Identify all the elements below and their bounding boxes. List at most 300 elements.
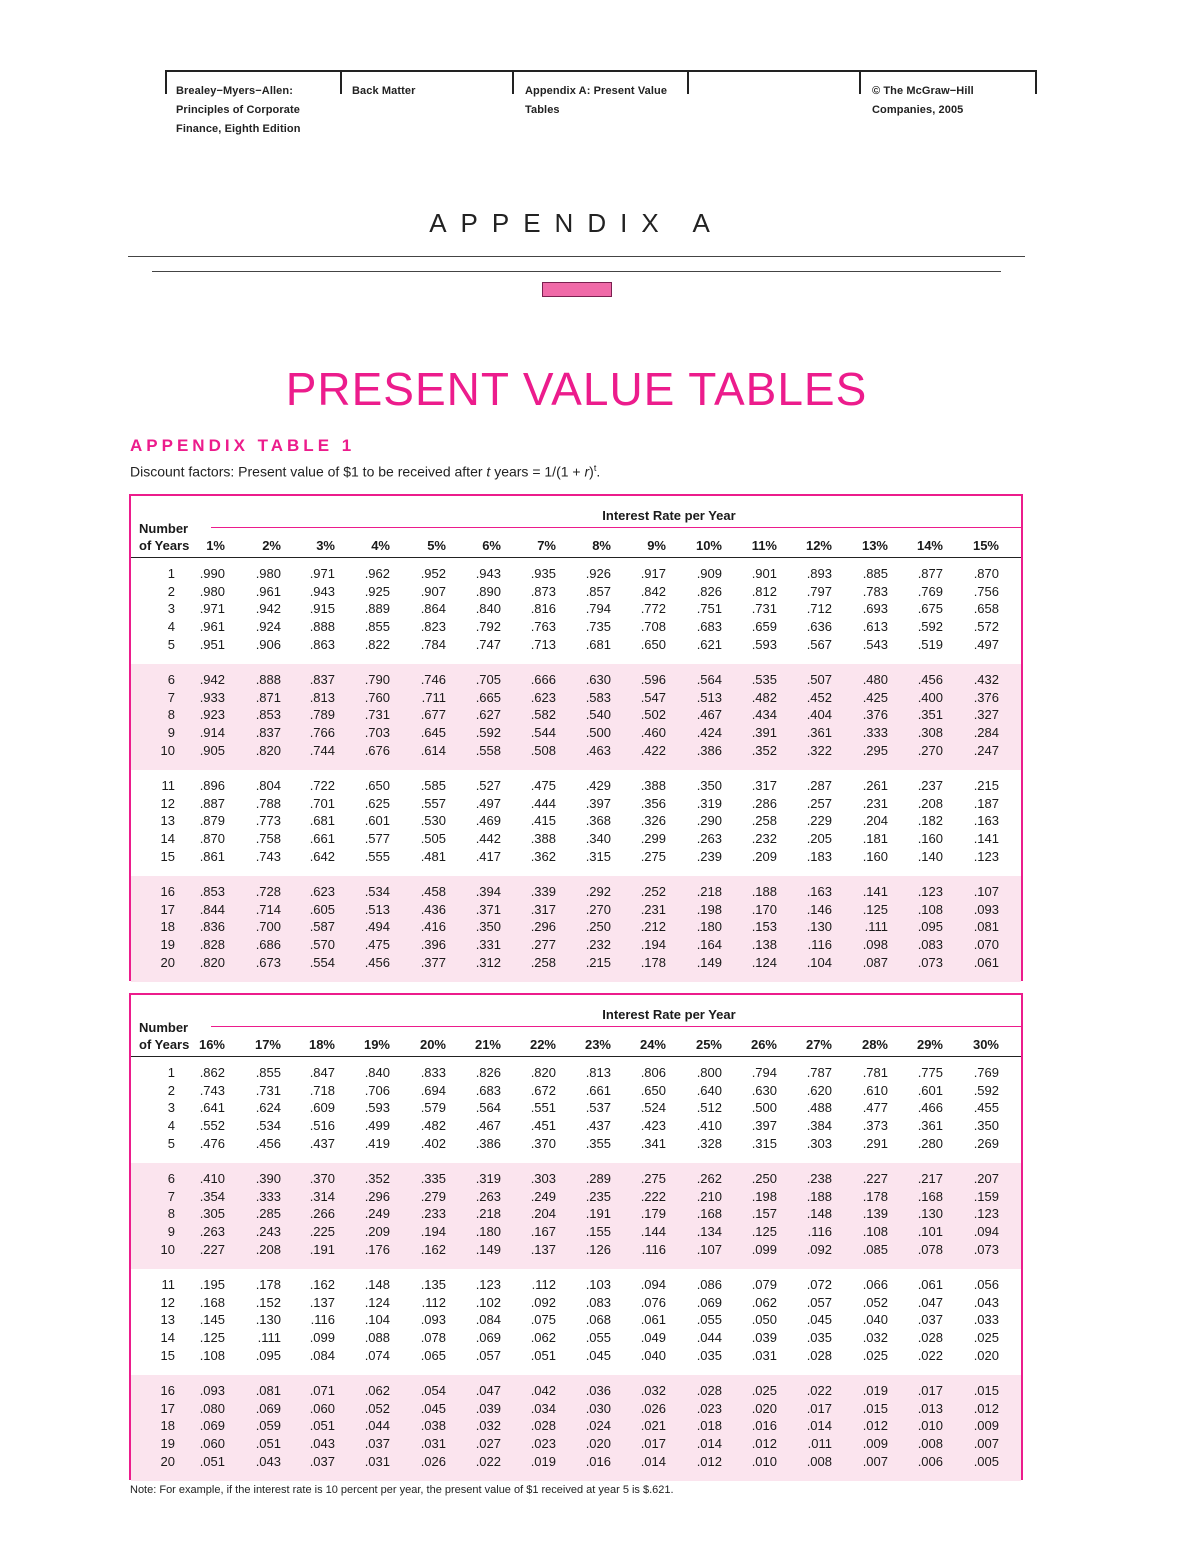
factor-cell: .806 [640, 1065, 666, 1080]
factor-cell: .205 [806, 831, 832, 847]
factor-cell: .263 [199, 1224, 225, 1240]
factor-cell: .377 [420, 954, 446, 970]
factor-cell: .877 [917, 566, 943, 581]
factor-cell: .552 [199, 1118, 225, 1134]
factor-cell: .640 [696, 1082, 722, 1098]
header-section: Back Matter [352, 85, 416, 97]
rate-column-header: 30% [972, 1037, 999, 1052]
factor-cell: .415 [530, 813, 556, 829]
factor-cell: .028 [917, 1330, 943, 1346]
factor-cell: .016 [751, 1418, 777, 1434]
factor-cell: .794 [585, 601, 611, 617]
factor-cell: .130 [917, 1206, 943, 1222]
factor-cell: .061 [917, 1277, 943, 1292]
factor-cell: .148 [364, 1277, 390, 1292]
factor-cell: .666 [530, 672, 556, 687]
factor-cell: .610 [862, 1082, 888, 1098]
factor-cell: .712 [806, 601, 832, 617]
factor-cell: .350 [475, 919, 501, 935]
factor-cell: .980 [199, 583, 225, 599]
factor-cell: .350 [973, 1118, 999, 1134]
factor-cell: .018 [696, 1418, 722, 1434]
factor-cell: .642 [309, 848, 335, 864]
factor-cell: .168 [917, 1188, 943, 1204]
factor-cell: .677 [420, 707, 446, 723]
present-value-table-1 [129, 494, 1023, 981]
year-cell: 13 [160, 813, 175, 829]
year-cell: 17 [160, 1400, 175, 1416]
factor-cell: .095 [917, 919, 943, 935]
factor-cell: .014 [696, 1436, 722, 1452]
factor-cell: .888 [309, 619, 335, 635]
factor-cell: .758 [255, 831, 281, 847]
factor-cell: .952 [420, 566, 446, 581]
factor-cell: .658 [973, 601, 999, 617]
factor-cell: .766 [309, 725, 335, 741]
year-cell: 13 [160, 1312, 175, 1328]
factor-cell: .812 [751, 583, 777, 599]
factor-cell: .123 [973, 1206, 999, 1222]
factor-cell: .052 [364, 1400, 390, 1416]
factor-cell: .252 [640, 884, 666, 899]
factor-cell: .833 [420, 1065, 446, 1080]
factor-cell: .317 [751, 778, 777, 793]
factor-cell: .456 [364, 954, 390, 970]
factor-cell: .444 [530, 795, 556, 811]
table-row [131, 1171, 1021, 1189]
table-row [131, 1348, 1021, 1366]
factor-cell: .592 [973, 1082, 999, 1098]
factor-cell: .837 [309, 672, 335, 687]
factor-cell: .123 [973, 848, 999, 864]
table-row [131, 601, 1021, 619]
table-row [131, 778, 1021, 796]
years-header: Number of Years [139, 1020, 190, 1052]
factor-cell: .137 [309, 1294, 335, 1310]
factor-cell: .547 [640, 689, 666, 705]
factor-cell: .853 [199, 884, 225, 899]
factor-cell: .086 [696, 1277, 722, 1292]
factor-cell: .010 [917, 1418, 943, 1434]
factor-cell: .180 [475, 1224, 501, 1240]
factor-cell: .296 [364, 1188, 390, 1204]
factor-cell: .291 [862, 1135, 888, 1151]
factor-cell: .289 [585, 1171, 611, 1186]
factor-cell: .075 [530, 1312, 556, 1328]
factor-cell: .292 [585, 884, 611, 899]
factor-cell: .160 [862, 848, 888, 864]
factor-cell: .266 [309, 1206, 335, 1222]
rate-column-header: 1% [206, 538, 225, 553]
factor-cell: .043 [255, 1453, 281, 1469]
factor-cell: .057 [475, 1347, 501, 1363]
factor-cell: .388 [530, 831, 556, 847]
table-row [131, 1136, 1021, 1154]
factor-cell: .476 [199, 1135, 225, 1151]
factor-cell: .163 [973, 813, 999, 829]
factor-cell: .455 [973, 1100, 999, 1116]
rate-column-header: 10% [695, 538, 722, 553]
factor-cell: .328 [696, 1135, 722, 1151]
year-cell: 10 [160, 742, 175, 758]
factor-cell: .163 [806, 884, 832, 899]
factor-cell: .037 [309, 1453, 335, 1469]
rate-column-header: 11% [751, 538, 777, 553]
factor-cell: .222 [640, 1188, 666, 1204]
factor-cell: .404 [806, 707, 832, 723]
factor-cell: .099 [309, 1330, 335, 1346]
table-row [131, 1436, 1021, 1454]
factor-cell: .706 [364, 1082, 390, 1098]
table-row [131, 619, 1021, 637]
factor-cell: .168 [199, 1294, 225, 1310]
factor-cell: .661 [309, 831, 335, 847]
factor-cell: .857 [585, 583, 611, 599]
factor-cell: .057 [806, 1294, 832, 1310]
factor-cell: .355 [585, 1135, 611, 1151]
factor-cell: .012 [751, 1436, 777, 1452]
factor-cell: .208 [917, 795, 943, 811]
rate-header-rule [211, 527, 1021, 528]
factor-cell: .141 [862, 884, 888, 899]
header-chapter: Appendix A: Present Value Tables [525, 85, 668, 116]
appendix-title: APPENDIX A [429, 208, 724, 238]
factor-cell: .037 [917, 1312, 943, 1328]
factor-cell: .361 [806, 725, 832, 741]
factor-cell: .312 [475, 954, 501, 970]
rate-column-header: 27% [805, 1037, 832, 1052]
factor-cell: .943 [309, 583, 335, 599]
factor-cell: .187 [973, 795, 999, 811]
rate-column-header: 14% [916, 538, 943, 553]
factor-cell: .482 [751, 689, 777, 705]
factor-cell: .062 [751, 1294, 777, 1310]
factor-cell: .031 [420, 1436, 446, 1452]
factor-cell: .243 [255, 1224, 281, 1240]
factor-cell: .108 [862, 1224, 888, 1240]
table-row [131, 1418, 1021, 1436]
factor-cell: .467 [696, 707, 722, 723]
factor-cell: .873 [530, 583, 556, 599]
factor-cell: .020 [751, 1400, 777, 1416]
factor-cell: .417 [475, 848, 501, 864]
factor-cell: .019 [530, 1453, 556, 1469]
years-header: Number of Years [139, 521, 190, 553]
factor-cell: .108 [917, 901, 943, 917]
factor-cell: .773 [255, 813, 281, 829]
factor-cell: .045 [585, 1347, 611, 1363]
rate-column-header: 3% [316, 538, 335, 553]
factor-cell: .354 [199, 1188, 225, 1204]
factor-cell: .713 [530, 636, 556, 652]
factor-cell: .828 [199, 937, 225, 953]
factor-cell: .925 [364, 583, 390, 599]
factor-cell: .500 [585, 725, 611, 741]
factor-cell: .051 [199, 1453, 225, 1469]
factor-cell: .645 [420, 725, 446, 741]
factor-cell: .111 [864, 919, 888, 935]
rate-column-header: 28% [861, 1037, 888, 1052]
factor-cell: .763 [530, 619, 556, 635]
factor-cell: .022 [806, 1383, 832, 1398]
factor-cell: .340 [585, 831, 611, 847]
factor-cell: .068 [585, 1312, 611, 1328]
factor-cell: .286 [751, 795, 777, 811]
factor-cell: .319 [475, 1171, 501, 1186]
factor-cell: .008 [917, 1436, 943, 1452]
factor-cell: .140 [917, 848, 943, 864]
factor-cell: .125 [199, 1330, 225, 1346]
factor-cell: .694 [420, 1082, 446, 1098]
factor-cell: .182 [917, 813, 943, 829]
factor-cell: .570 [309, 937, 335, 953]
factor-cell: .043 [973, 1294, 999, 1310]
factor-cell: .039 [751, 1330, 777, 1346]
factor-cell: .270 [917, 742, 943, 758]
factor-cell: .107 [973, 884, 999, 899]
factor-cell: .229 [806, 813, 832, 829]
factor-cell: .322 [806, 742, 832, 758]
factor-cell: .013 [917, 1400, 943, 1416]
factor-cell: .555 [364, 848, 390, 864]
factor-cell: .062 [530, 1330, 556, 1346]
factor-cell: .535 [751, 672, 777, 687]
factor-cell: .030 [585, 1400, 611, 1416]
factor-cell: .093 [420, 1312, 446, 1328]
factor-cell: .099 [751, 1241, 777, 1257]
rate-column-header: 23% [584, 1037, 611, 1052]
factor-cell: .683 [696, 619, 722, 635]
year-cell: 6 [167, 672, 175, 687]
factor-cell: .261 [862, 778, 888, 793]
factor-cell: .505 [420, 831, 446, 847]
factor-cell: .022 [917, 1347, 943, 1363]
factor-cell: .456 [917, 672, 943, 687]
factor-cell: .933 [199, 689, 225, 705]
factor-cell: .397 [585, 795, 611, 811]
table-row [131, 1242, 1021, 1260]
factor-cell: .423 [640, 1118, 666, 1134]
rate-column-header: 20% [419, 1037, 446, 1052]
year-cell: 8 [167, 707, 175, 723]
factor-cell: .296 [530, 919, 556, 935]
factor-cell: .386 [696, 742, 722, 758]
factor-cell: .585 [420, 778, 446, 793]
factor-cell: .040 [640, 1347, 666, 1363]
factor-cell: .232 [751, 831, 777, 847]
factor-cell: .160 [917, 831, 943, 847]
factor-cell: .990 [199, 566, 225, 581]
factor-cell: .198 [751, 1188, 777, 1204]
header-divider [687, 72, 689, 94]
table-row [131, 672, 1021, 690]
factor-cell: .614 [420, 742, 446, 758]
table-row [131, 1065, 1021, 1083]
year-cell: 12 [160, 1294, 175, 1310]
factor-cell: .469 [475, 813, 501, 829]
factor-cell: .135 [420, 1277, 446, 1292]
factor-cell: .871 [255, 689, 281, 705]
factor-cell: .280 [917, 1135, 943, 1151]
rate-column-header: 15% [972, 538, 999, 553]
factor-cell: .028 [530, 1418, 556, 1434]
factor-cell: .087 [862, 954, 888, 970]
factor-cell: .212 [640, 919, 666, 935]
factor-cell: .149 [696, 954, 722, 970]
factor-cell: .592 [475, 725, 501, 741]
factor-cell: .101 [917, 1224, 943, 1240]
factor-cell: .942 [199, 672, 225, 687]
factor-cell: .800 [696, 1065, 722, 1080]
table-row [131, 919, 1021, 937]
factor-cell: .623 [309, 884, 335, 899]
factor-cell: .070 [973, 937, 999, 953]
factor-cell: .816 [530, 601, 556, 617]
table-header [131, 496, 1021, 558]
factor-cell: .020 [585, 1436, 611, 1452]
year-cell: 11 [161, 1277, 175, 1292]
factor-cell: .582 [530, 707, 556, 723]
factor-cell: .032 [862, 1330, 888, 1346]
factor-cell: .335 [420, 1171, 446, 1186]
factor-cell: .045 [806, 1312, 832, 1328]
factor-cell: .864 [420, 601, 446, 617]
factor-cell: .123 [475, 1277, 501, 1292]
factor-cell: .339 [530, 884, 556, 899]
factor-cell: .351 [917, 707, 943, 723]
year-cell: 4 [167, 1118, 175, 1134]
table-label: APPENDIX TABLE 1 [130, 436, 356, 455]
factor-cell: .250 [585, 919, 611, 935]
table-row [131, 902, 1021, 920]
factor-cell: .015 [973, 1383, 999, 1398]
factor-cell: .108 [199, 1347, 225, 1363]
table-row [131, 584, 1021, 602]
factor-cell: .840 [475, 601, 501, 617]
factor-cell: .422 [640, 742, 666, 758]
table-row [131, 1206, 1021, 1224]
factor-cell: .146 [806, 901, 832, 917]
factor-cell: .024 [585, 1418, 611, 1434]
factor-cell: .116 [807, 1224, 832, 1240]
rate-column-header: 29% [916, 1037, 943, 1052]
factor-cell: .592 [917, 619, 943, 635]
factor-cell: .961 [199, 619, 225, 635]
factor-cell: .022 [475, 1453, 501, 1469]
factor-cell: .862 [199, 1065, 225, 1080]
factor-cell: .789 [309, 707, 335, 723]
factor-cell: .215 [973, 778, 999, 793]
year-cell: 19 [160, 937, 175, 953]
factor-cell: .917 [640, 566, 666, 581]
factor-cell: .627 [475, 707, 501, 723]
factor-cell: .149 [475, 1241, 501, 1257]
factor-cell: .772 [640, 601, 666, 617]
table-row [131, 743, 1021, 761]
year-cell: 12 [160, 795, 175, 811]
factor-cell: .583 [585, 689, 611, 705]
factor-cell: .045 [420, 1400, 446, 1416]
factor-cell: .675 [917, 601, 943, 617]
factor-cell: .238 [806, 1171, 832, 1186]
factor-cell: .400 [917, 689, 943, 705]
factor-cell: .167 [530, 1224, 556, 1240]
factor-cell: .008 [806, 1453, 832, 1469]
rate-column-header: 13% [861, 538, 888, 553]
factor-cell: .822 [364, 636, 390, 652]
year-cell: 9 [167, 1224, 175, 1240]
factor-cell: .014 [640, 1453, 666, 1469]
factor-cell: .178 [862, 1188, 888, 1204]
table-row [131, 955, 1021, 973]
table-row [131, 813, 1021, 831]
rate-column-header: 9% [647, 538, 666, 553]
factor-cell: .012 [862, 1418, 888, 1434]
factor-cell: .672 [530, 1082, 556, 1098]
factor-cell: .467 [475, 1118, 501, 1134]
factor-cell: .613 [862, 619, 888, 635]
factor-cell: .054 [420, 1383, 446, 1398]
table-row [131, 1100, 1021, 1118]
factor-cell: .051 [309, 1418, 335, 1434]
header-divider [340, 72, 342, 94]
factor-cell: .164 [696, 937, 722, 953]
factor-cell: .095 [255, 1347, 281, 1363]
table-row [131, 1224, 1021, 1242]
factor-cell: .743 [255, 848, 281, 864]
rate-header-rule [211, 1026, 1021, 1027]
table-row [131, 725, 1021, 743]
factor-cell: .031 [751, 1347, 777, 1363]
year-cell: 17 [160, 901, 175, 917]
factor-cell: .397 [751, 1118, 777, 1134]
factor-cell: .625 [364, 795, 390, 811]
factor-cell: .820 [199, 954, 225, 970]
factor-cell: .915 [309, 601, 335, 617]
factor-cell: .009 [862, 1436, 888, 1452]
factor-cell: .044 [696, 1330, 722, 1346]
main-title: PRESENT VALUE TABLES [285, 363, 868, 415]
factor-cell: .061 [973, 954, 999, 970]
factor-cell: .901 [751, 566, 777, 581]
table-row [131, 1312, 1021, 1330]
factor-cell: .009 [973, 1418, 999, 1434]
year-cell: 14 [160, 831, 175, 847]
factor-cell: .204 [862, 813, 888, 829]
rate-column-header: 19% [363, 1037, 390, 1052]
factor-cell: .061 [640, 1312, 666, 1328]
factor-cell: .168 [696, 1206, 722, 1222]
factor-cell: .896 [199, 778, 225, 793]
factor-cell: .909 [696, 566, 722, 581]
factor-cell: .507 [806, 672, 832, 687]
factor-cell: .145 [199, 1312, 225, 1328]
year-cell: 20 [160, 1453, 175, 1469]
factor-cell: .035 [806, 1330, 832, 1346]
factor-cell: .451 [530, 1118, 556, 1134]
factor-cell: .084 [309, 1347, 335, 1363]
factor-cell: .239 [696, 848, 722, 864]
factor-cell: .083 [917, 937, 943, 953]
factor-cell: .572 [973, 619, 999, 635]
factor-cell: .844 [199, 901, 225, 917]
factor-cell: .870 [973, 566, 999, 581]
factor-cell: .209 [751, 848, 777, 864]
factor-cell: .769 [973, 1065, 999, 1080]
factor-cell: .040 [862, 1312, 888, 1328]
factor-cell: .513 [364, 901, 390, 917]
year-cell: 18 [160, 1418, 175, 1434]
